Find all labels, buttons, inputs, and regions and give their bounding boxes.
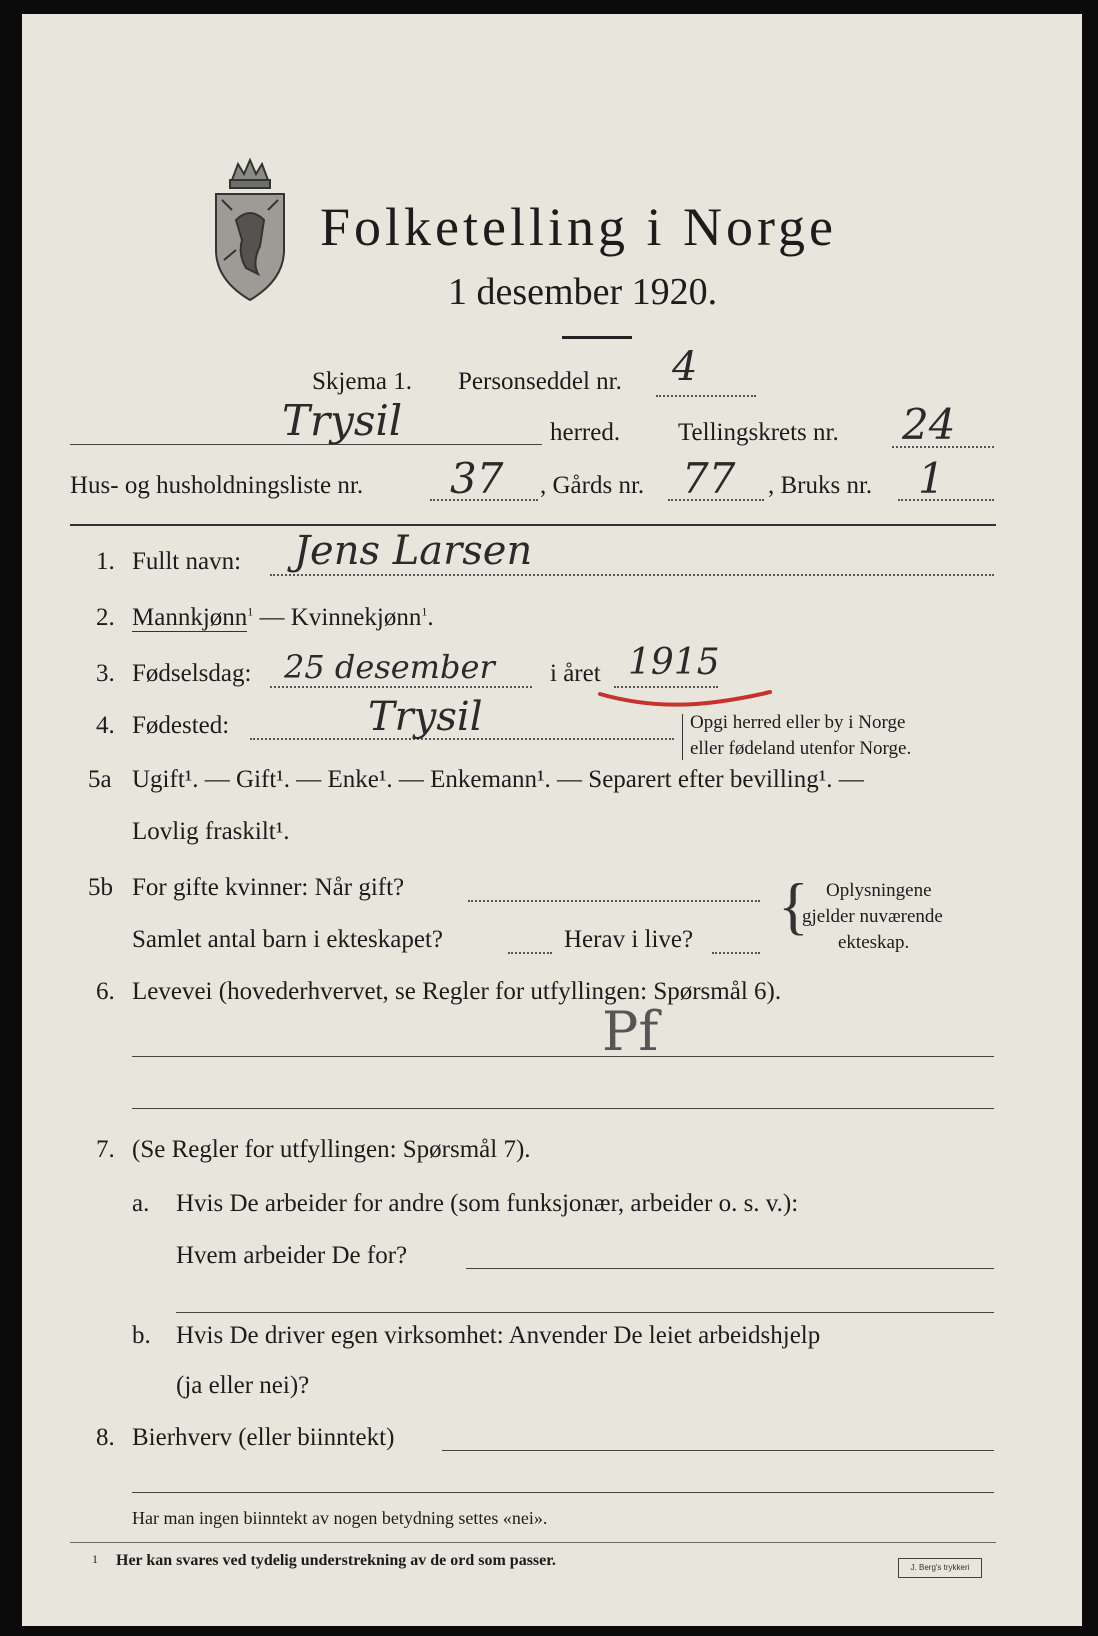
q3-field-line[interactable] bbox=[270, 686, 532, 688]
q3-label: Fødselsdag: bbox=[132, 660, 252, 687]
q5b-note-bracket: { bbox=[778, 870, 809, 941]
q5b-alive-field-line[interactable] bbox=[712, 952, 760, 954]
q3-value[interactable]: 25 desember bbox=[284, 648, 495, 686]
q5b-children-label: Samlet antal barn i ekteskapet? bbox=[132, 926, 443, 953]
q4-label: Fødested: bbox=[132, 712, 230, 739]
bruks-field-line[interactable] bbox=[898, 499, 994, 501]
herred-value[interactable]: Trysil bbox=[282, 396, 403, 445]
q8-field-line-2[interactable] bbox=[132, 1492, 994, 1493]
personseddel-field-line[interactable] bbox=[656, 395, 756, 397]
q3-year-value[interactable]: 1915 bbox=[628, 642, 720, 683]
q6-label: Levevei (hovederhvervet, se Regler for utfyllingen: Spørsmål 6). bbox=[132, 978, 782, 1005]
q7-number: 7. bbox=[96, 1136, 115, 1163]
q4-number: 4. bbox=[96, 712, 115, 739]
q7a-line1: Hvis De arbeider for andre (som funksjonær, arbeider o. s. v.): bbox=[176, 1190, 799, 1217]
coat-of-arms-icon bbox=[202, 150, 298, 310]
footer-note: Har man ingen biinntekt av nogen betydning settes «nei». bbox=[132, 1508, 548, 1528]
census-form bbox=[22, 14, 1082, 1626]
q4-note-line1: Opgi herred eller by i Norge bbox=[690, 712, 906, 733]
q7a-field-line-2[interactable] bbox=[176, 1312, 994, 1313]
q5a-options-line1[interactable]: Ugift¹. — Gift¹. — Enke¹. — Enkemann¹. — Separert efter bevilling¹. — bbox=[132, 766, 864, 793]
tellingskrets-label: Tellingskrets nr. bbox=[678, 419, 839, 446]
q8-number: 8. bbox=[96, 1424, 115, 1451]
q3-year-label: i året bbox=[550, 660, 601, 687]
q1-label: Fullt navn: bbox=[132, 548, 242, 575]
herred-label: herred. bbox=[550, 419, 621, 446]
gards-value[interactable]: 77 bbox=[682, 454, 736, 503]
q1-field-line[interactable] bbox=[270, 574, 994, 576]
footnote-text: Her kan svares ved tydelig understrekning av de ord som passer. bbox=[116, 1552, 556, 1569]
q5b-children-field-line[interactable] bbox=[508, 952, 552, 954]
q7b-line1: Hvis De driver egen virksomhet: Anvender De leiet arbeidshjelp bbox=[176, 1322, 821, 1349]
personseddel-label: Personseddel nr. bbox=[458, 368, 622, 395]
q5a-number: 5a bbox=[88, 766, 112, 793]
q2-male-option[interactable]: Mannkjønn bbox=[132, 604, 248, 631]
q7a-letter: a. bbox=[132, 1190, 150, 1217]
bruks-value[interactable]: 1 bbox=[918, 454, 945, 503]
title-divider bbox=[562, 336, 632, 339]
q2-options: Mannkjønn$^1$ — Kvinnekjønn$^1$. bbox=[132, 604, 434, 631]
q5b-note-line3: ekteskap. bbox=[838, 932, 910, 953]
q7a-line2: Hvem arbeider De for? bbox=[176, 1242, 408, 1269]
header-divider bbox=[70, 524, 996, 526]
q2-number: 2. bbox=[96, 604, 115, 631]
hus-value[interactable]: 37 bbox=[450, 454, 504, 503]
q5b-married-field-line[interactable] bbox=[468, 900, 760, 902]
q4-note-line2: eller fødeland utenfor Norge. bbox=[690, 738, 912, 759]
q7b-letter: b. bbox=[132, 1322, 151, 1349]
footnote-mark: 1 bbox=[92, 1552, 98, 1566]
tellingskrets-value[interactable]: 24 bbox=[902, 400, 956, 449]
q7a-field-line-1[interactable] bbox=[466, 1268, 994, 1269]
red-underline-mark bbox=[596, 682, 776, 712]
q7b-line2: (ja eller nei)? bbox=[176, 1372, 310, 1399]
census-date: 1 desember 1920. bbox=[448, 271, 718, 313]
footer-divider bbox=[70, 1542, 996, 1543]
q4-note-bracket bbox=[682, 714, 683, 760]
q6-pencil-mark: Pf bbox=[602, 1000, 659, 1063]
q1-number: 1. bbox=[96, 548, 115, 575]
q1-value[interactable]: Jens Larsen bbox=[294, 528, 533, 574]
q6-field-line-2[interactable] bbox=[132, 1108, 994, 1109]
q5b-note-line1: Oplysningene bbox=[826, 880, 932, 901]
q3-number: 3. bbox=[96, 660, 115, 687]
q8-field-line-1[interactable] bbox=[442, 1450, 994, 1451]
gards-label: , Gårds nr. bbox=[540, 472, 645, 499]
q6-number: 6. bbox=[96, 978, 115, 1005]
q8-label: Bierhverv (eller biinntekt) bbox=[132, 1424, 395, 1451]
printer-stamp: J. Berg's trykkeri bbox=[898, 1558, 982, 1578]
q5b-alive-label: Herav i live? bbox=[564, 926, 694, 953]
q5b-line1: For gifte kvinner: Når gift? bbox=[132, 874, 405, 901]
form-title: Folketelling i Norge bbox=[320, 197, 837, 257]
hus-label: Hus- og husholdningsliste nr. bbox=[70, 472, 364, 499]
q5b-number: 5b bbox=[88, 874, 113, 901]
skjema-label: Skjema 1. bbox=[312, 368, 412, 395]
q5a-options-line2[interactable]: Lovlig fraskilt¹. bbox=[132, 818, 290, 845]
q7-label: (Se Regler for utfyllingen: Spørsmål 7). bbox=[132, 1136, 531, 1163]
q4-value[interactable]: Trysil bbox=[368, 694, 483, 740]
q5b-note-line2: gjelder nuværende bbox=[802, 906, 943, 927]
personseddel-value[interactable]: 4 bbox=[672, 344, 698, 390]
q6-field-line-1[interactable] bbox=[132, 1056, 994, 1057]
q2-female-option[interactable]: Kvinnekjønn bbox=[290, 604, 422, 631]
bruks-label: , Bruks nr. bbox=[768, 472, 873, 499]
